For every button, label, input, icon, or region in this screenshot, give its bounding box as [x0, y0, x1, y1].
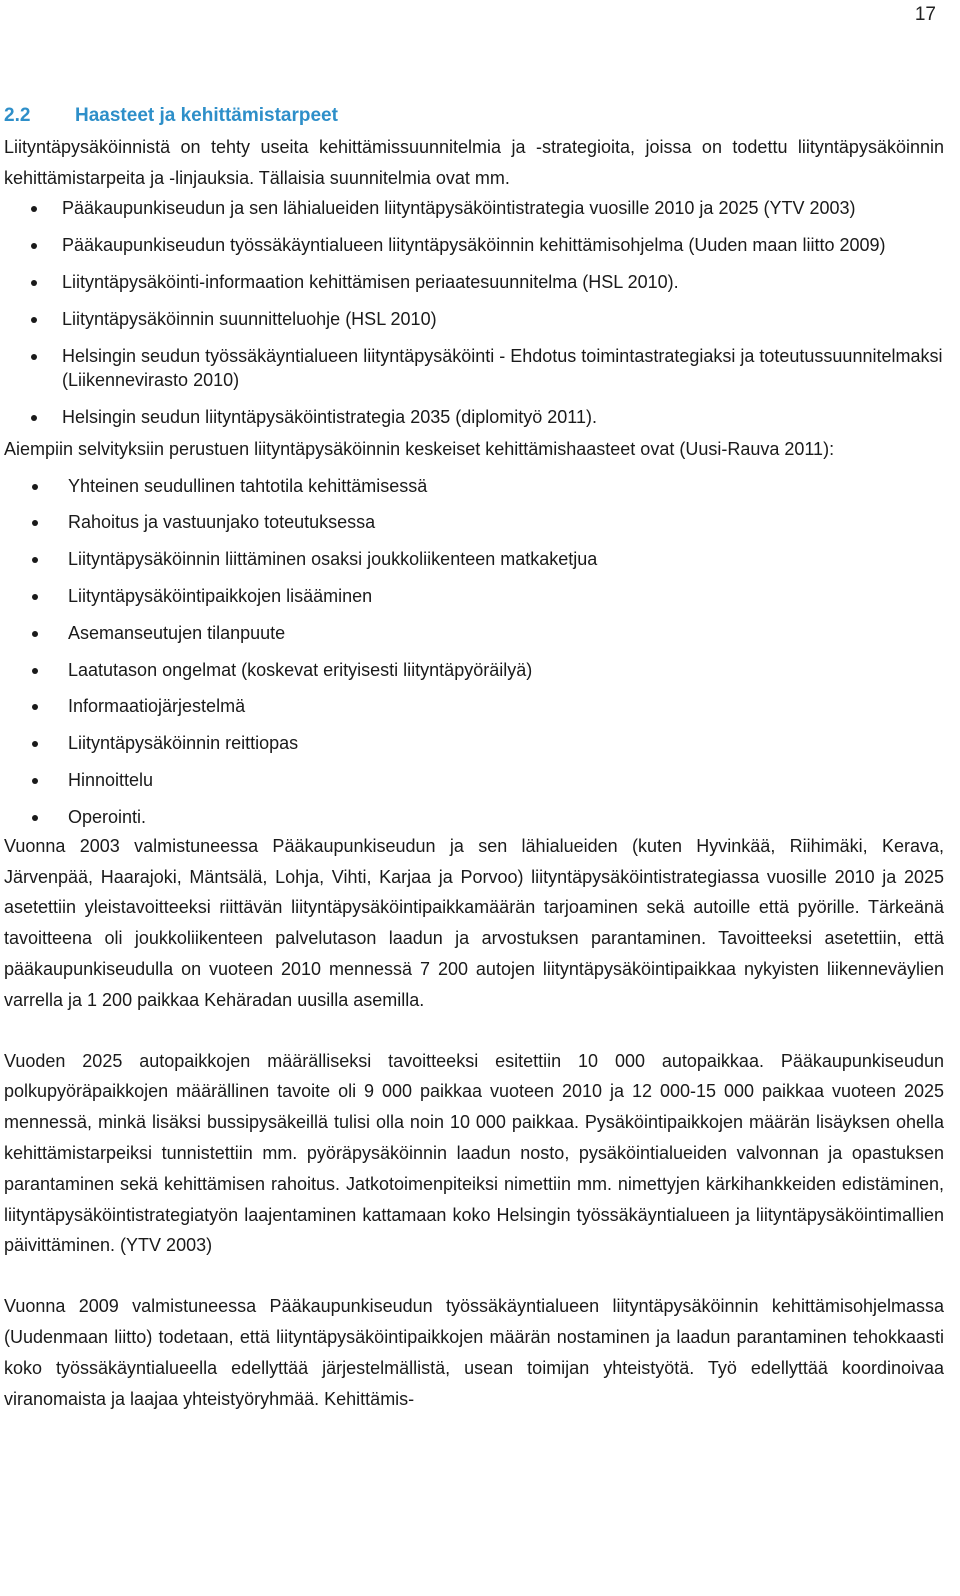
- list-item: Liityntäpysäköinnin reittiopas: [4, 731, 944, 755]
- body-paragraph: Vuonna 2003 valmistuneessa Pääkaupunkiseudun ja sen lähialueiden (kuten Hyvinkää, Riihimäki, Kerava, Järvenpää, Haarajoki, Mäntsälä, Lohja, Vihti, Karjaa ja Porvoo) liityntäpysäköintistrategiassa vuosille 2010 ja 2025 asetettiin yleistavoitteeksi riittävän liityntäpysäköintipaikkamäärän tarjoaminen sekä autoille että pyörille. Tärkeänä tavoitteena oli joukkoliikenteen palvelutason laadun ja arvostuksen parantaminen. Tavoitteeksi asetettiin, että pääkaupunkiseudulla on vuoteen 2010 mennessä 7 200 autojen liityntäpysäköintipaikkaa nykyisten liikenneväylien varrella ja 1 200 paikkaa Kehäradan uusilla asemilla.: [4, 835, 944, 1010]
- paragraph-spacer: [4, 1261, 944, 1291]
- list-item: Pääkaupunkiseudun ja sen lähialueiden liityntäpysäköintistrategia vuosille 2010 ja 2025 (YTV 2003): [4, 196, 944, 220]
- list-item: Helsingin seudun liityntäpysäköintistrategia 2035 (diplomityö 2011).: [4, 405, 944, 429]
- list-item: Liityntäpysäköinnin liittäminen osaksi joukkoliikenteen matkaketjua: [4, 547, 944, 571]
- paragraph-spacer: [4, 1016, 944, 1046]
- page-number: 17: [914, 4, 936, 25]
- list-item: Helsingin seudun työssäkäyntialueen liityntäpysäköinti - Ehdotus toimintastrategiaksi ja toteutussuunnitelmaksi (Liikennevirasto 2010): [4, 344, 944, 392]
- list-item: Liityntäpysäköinnin suunnitteluohje (HSL 2010): [4, 307, 944, 331]
- intro-paragraph: Liityntäpysäköinnistä on tehty useita kehittämissuunnitelmia ja -strategioita, joissa on todettu liityntäpysäköinnin kehittämistarpeita ja -linjauksia. Tällaisia suunnitelmia ovat mm.: [4, 137, 944, 188]
- list-item: Asemanseutujen tilanpuute: [4, 621, 944, 645]
- section-heading: [4, 100, 944, 132]
- body-paragraph: Vuoden 2025 autopaikkojen määrälliseksi tavoitteeksi esitettiin 10 000 autopaikkaa. Pääkaupunkiseudun polkupyöräpaikkojen määrällinen tavoite oli 9 000 paikkaa vuoteen 2010 ja 12 000-15 000 paikkaa vuoteen 2025 mennessä, minkä lisäksi bussipysäkeillä tulisi olla noin 10 000 paikkaa. Pysäköintipaikkojen määrän lisäyksen ohella kehittämistarpeiksi tunnistettiin mm. pyöräpysäköinnin laadun nosto, pysäköintialueiden valvonnan ja opastuksen parantaminen sekä kehittämisen rahoitus. Jatkotoimenpiteiksi nimettiin mm. nimettyjen kärkihankkeiden edistäminen, liityntäpysäköintistrategiatyön laajentaminen kattamaan koko Helsingin työssäkäyntialueen ja liityntäpysäköintimallien päivittäminen. (YTV 2003): [4, 1050, 944, 1256]
- list-item: Rahoitus ja vastuunjako toteutuksessa: [4, 510, 944, 534]
- section-title: Haasteet ja kehittämistarpeet: [75, 105, 338, 126]
- list-item: Informaatiojärjestelmä: [4, 694, 944, 718]
- challenges-intro: Aiempiin selvityksiin perustuen liityntäpysäköinnin keskeiset kehittämishaasteet ovat (Uusi-Rauva 2011):: [4, 438, 835, 459]
- list-item: Laatutason ongelmat (koskevat erityisesti liityntäpyöräilyä): [4, 658, 944, 682]
- list-item: Liityntäpysäköinti-informaation kehittämisen periaatesuunnitelma (HSL 2010).: [4, 270, 944, 294]
- strategy-list: [4, 196, 944, 429]
- list-item: Operointi.: [4, 805, 944, 829]
- challenge-list: [4, 474, 944, 829]
- list-item: Yhteinen seudullinen tahtotila kehittämisessä: [4, 474, 944, 498]
- body-paragraph: Vuonna 2009 valmistuneessa Pääkaupunkiseudun työssäkäyntialueen liityntäpysäköinnin kehittämisohjelmassa (Uudenmaan liitto) todetaan, että liityntäpysäköintipaikkojen määrän nostaminen ja laadun parantaminen tehokkaasti koko työssäkäyntialueella edellyttää järjestelmällistä, usean toimijan yhteistyötä. Työ edellyttää koordinoivaa viranomaista ja laajaa yhteistyöryhmää. Kehittämis-: [4, 1296, 944, 1409]
- section-number: 2.2: [4, 105, 31, 126]
- list-item: Hinnoittelu: [4, 768, 944, 792]
- list-item: Liityntäpysäköintipaikkojen lisääminen: [4, 584, 944, 608]
- list-item: Pääkaupunkiseudun työssäkäyntialueen liityntäpysäköinnin kehittämisohjelma (Uuden maan liitto 2009): [4, 233, 944, 257]
- document-body: [4, 100, 944, 1414]
